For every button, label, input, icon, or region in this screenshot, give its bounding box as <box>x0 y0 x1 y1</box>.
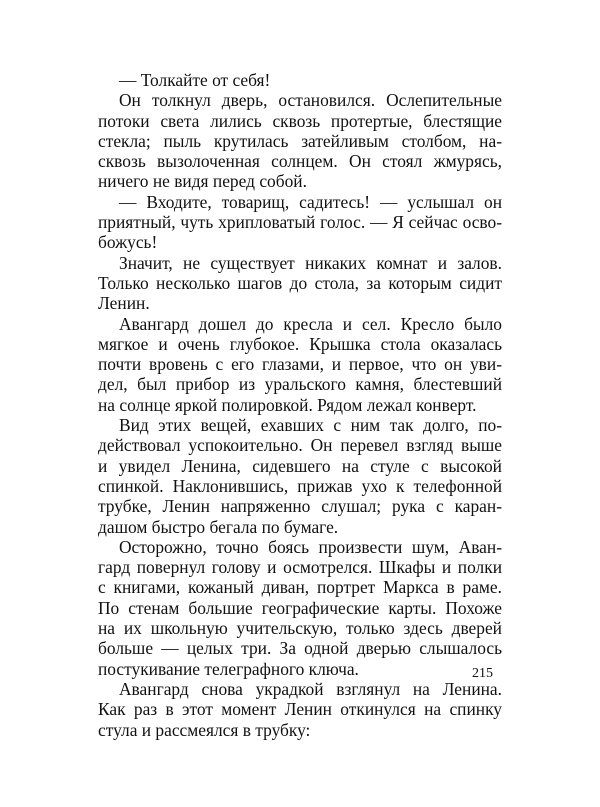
paragraph <box>98 415 502 537</box>
text-line: на солнце яркой полировкой. Рядом лежал конверт. <box>98 394 477 415</box>
text-line: сквозь вызолоченная солнцем. Он стоял жмурясь, <box>98 151 502 172</box>
text-line: По стенам большие географические карты. Похоже <box>98 597 502 618</box>
paragraph <box>98 192 502 253</box>
text-line: дел, был прибор из уральского камня, блестевший <box>98 374 502 395</box>
paragraph <box>98 537 502 679</box>
text-line: — Входите, товарищ, садитесь! — услышал он <box>119 191 502 212</box>
paragraph <box>98 679 502 740</box>
text-line: приятный, чуть хрипловатый голос. — Я сейчас осво- <box>98 212 502 233</box>
text-line: Ленин. <box>98 293 150 314</box>
text-line: Он толкнул дверь, остановился. Ослепительные <box>119 90 502 111</box>
text-line: Вид этих вещей, ехавших с ним так долго, по- <box>119 415 502 436</box>
paragraph <box>98 90 502 191</box>
page-number: 215 <box>472 666 493 681</box>
text-line: трубке, Ленин напряженно слушал; рука с каран- <box>98 496 502 517</box>
text-line: потоки света лились сквозь протертые, блестящие <box>98 110 502 131</box>
text-line: дашом быстро бегала по бумаге. <box>98 516 339 537</box>
text-line: Авангард снова украдкой взглянул на Ленина. <box>119 678 502 699</box>
text-line: на их школьную учительскую, только здесь дверей <box>98 618 502 639</box>
text-line: ничего не видя перед собой. <box>98 171 307 192</box>
text-line: спинкой. Наклонившись, прижав ухо к телефонной <box>98 475 502 496</box>
text-line: Только несколько шагов до стола, за которым сидит <box>98 272 502 293</box>
text-line: постукивание телеграфного ключа. <box>98 658 359 679</box>
text-line: Как раз в этот момент Ленин откинулся на спинку <box>98 699 502 720</box>
text-line: Осторожно, точно боясь произвести шум, Аван- <box>119 536 502 557</box>
text-line: Значит, не существует никаких комнат и залов. <box>119 252 502 273</box>
paragraph <box>98 314 502 415</box>
paragraph <box>98 253 502 314</box>
text-line: почти вровень с его глазами, и первое, что он уви- <box>98 354 502 375</box>
text-line: стекла; пыль крутилась затейливым столбом, на- <box>98 130 502 151</box>
text-line: — Толкайте от себя! <box>119 70 271 90</box>
text-line: действовал успокоительно. Он перевел взгляд выше <box>98 435 502 456</box>
text-line: Авангард дошел до кресла и сел. Кресло было <box>119 313 502 334</box>
text-line: божусь! <box>98 232 158 253</box>
text-line: стула и рассмеялся в трубку: <box>98 719 311 740</box>
text-line: с книгами, кожаный диван, портрет Маркса в раме. <box>98 577 502 598</box>
text-line: больше — целых три. За одной дверью слышалось <box>98 638 502 659</box>
book-page-text <box>98 70 502 740</box>
text-line: гард повернул голову и осмотрелся. Шкафы и полки <box>98 557 502 578</box>
text-line: и увидел Ленина, сидевшего на стуле с высокой <box>98 455 502 476</box>
paragraph <box>98 70 502 90</box>
text-line: мягкое и очень глубокое. Крышка стола оказалась <box>98 333 502 354</box>
